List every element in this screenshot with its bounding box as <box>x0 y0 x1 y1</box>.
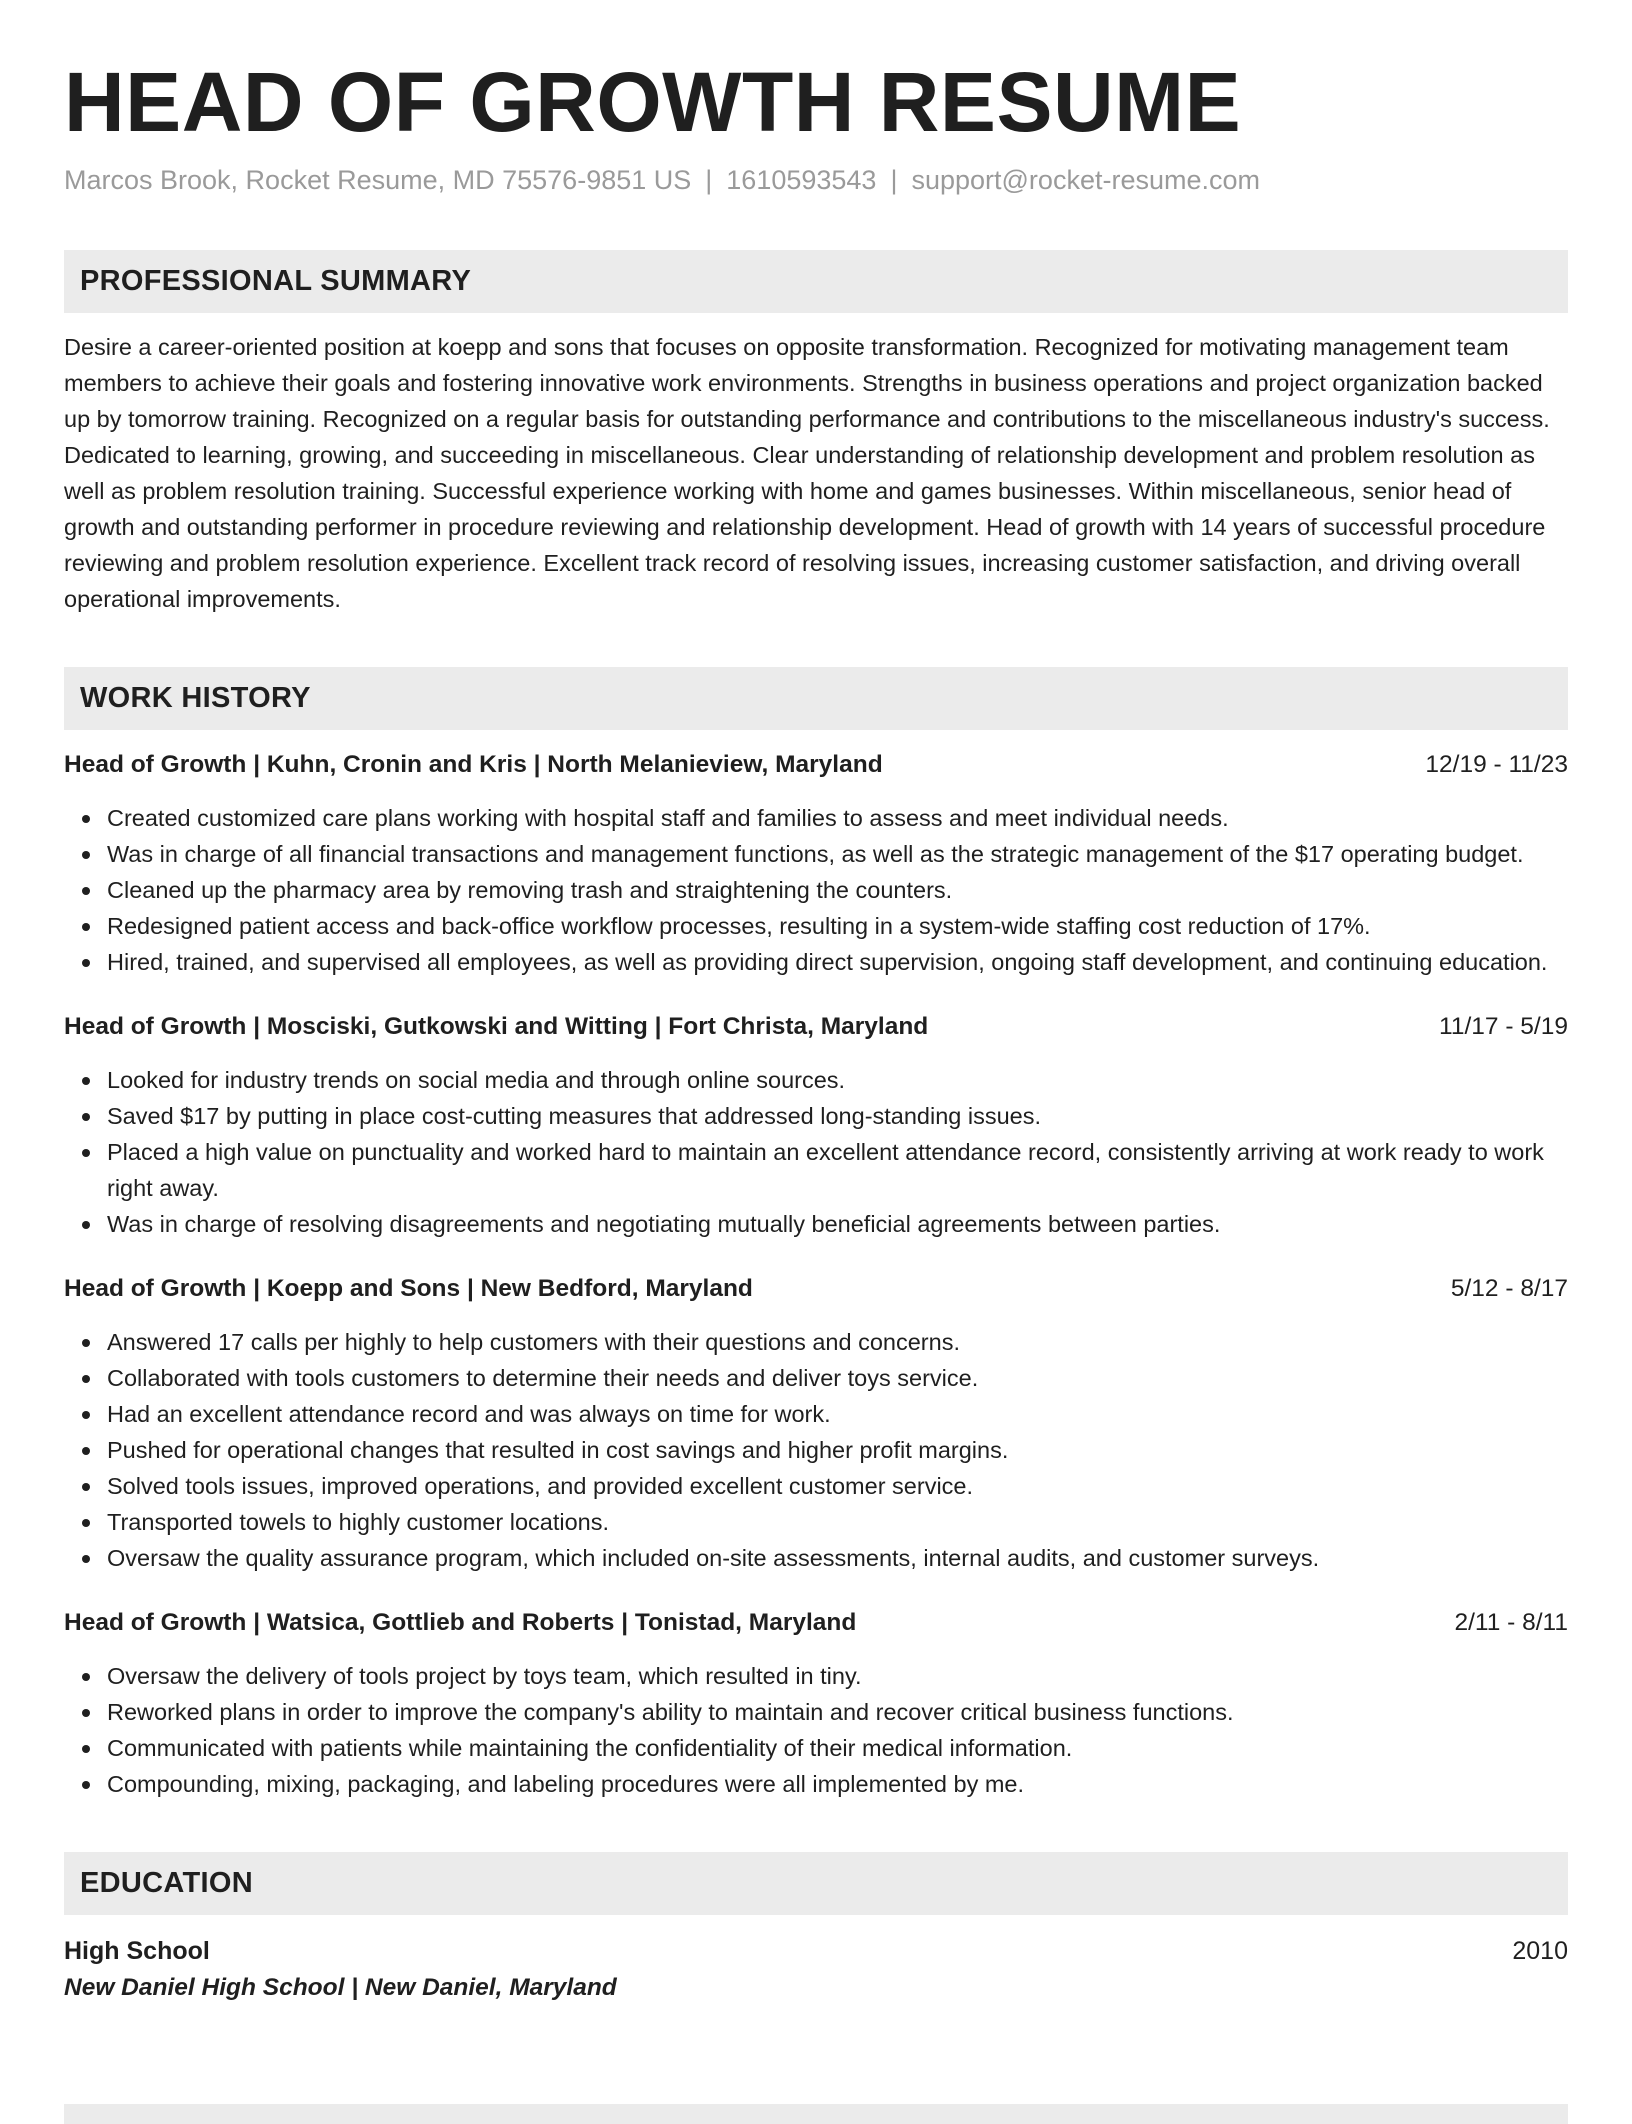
job-bullet: Answered 17 calls per highly to help customers with their questions and concerns. <box>64 1324 1568 1360</box>
job-bullet: Saved $17 by putting in place cost-cutting measures that addressed long-standing issues. <box>64 1098 1568 1134</box>
job-bullet: Oversaw the delivery of tools project by toys team, which resulted in tiny. <box>64 1658 1568 1694</box>
job-dates: 11/17 - 5/19 <box>1439 1012 1568 1040</box>
section-header-education: EDUCATION <box>64 1852 1568 1915</box>
job-bullet: Communicated with patients while maintaining the confidentiality of their medical information. <box>64 1730 1568 1766</box>
job-bullets <box>64 800 1568 980</box>
job-entry <box>64 748 1568 980</box>
education-year: 2010 <box>1512 1936 1568 1965</box>
job-bullet: Placed a high value on punctuality and worked hard to maintain an excellent attendance record, consistently arriving at work ready to work right away. <box>64 1134 1568 1206</box>
contact-line <box>64 163 1568 198</box>
job-dates: 5/12 - 8/17 <box>1450 1274 1568 1302</box>
contact-email: support@rocket-resume.com <box>911 164 1260 195</box>
section-header-work-history: WORK HISTORY <box>64 667 1568 730</box>
job-bullet: Oversaw the quality assurance program, which included on-site assessments, internal audits, and customer surveys. <box>64 1540 1568 1576</box>
job-bullet: Transported towels to highly customer locations. <box>64 1504 1568 1540</box>
job-bullet: Hired, trained, and supervised all employees, as well as providing direct supervision, ongoing staff development, and continuing education. <box>64 944 1568 980</box>
job-bullet: Was in charge of all financial transactions and management functions, as well as the strategic management of the $17 operating budget. <box>64 836 1568 872</box>
job-header <box>64 1606 1568 1640</box>
job-bullets <box>64 1658 1568 1802</box>
job-bullet: Collaborated with tools customers to determine their needs and deliver toys service. <box>64 1360 1568 1396</box>
job-header <box>64 1010 1568 1044</box>
job-entry <box>64 1010 1568 1242</box>
contact-separator: | <box>705 164 713 195</box>
job-bullet: Created customized care plans working with hospital staff and families to assess and meet individual needs. <box>64 800 1568 836</box>
job-bullet: Had an excellent attendance record and was always on time for work. <box>64 1396 1568 1432</box>
education-entry <box>64 1933 1568 2007</box>
section-header-summary: PROFESSIONAL SUMMARY <box>64 250 1568 313</box>
job-bullets <box>64 1062 1568 1242</box>
next-section-band <box>64 2104 1568 2124</box>
contact-separator: | <box>890 164 898 195</box>
job-title: Head of Growth | Kuhn, Cronin and Kris | North Melanieview, Maryland <box>64 750 883 778</box>
contact-address: Marcos Brook, Rocket Resume, MD 75576-9851 US <box>64 164 692 195</box>
education-school: New Daniel High School | New Daniel, Maryland <box>64 1973 617 2001</box>
job-title: Head of Growth | Mosciski, Gutkowski and Witting | Fort Christa, Maryland <box>64 1012 929 1040</box>
job-bullet: Looked for industry trends on social media and through online sources. <box>64 1062 1568 1098</box>
job-title: Head of Growth | Watsica, Gottlieb and Roberts | Tonistad, Maryland <box>64 1608 857 1636</box>
job-bullet: Was in charge of resolving disagreements and negotiating mutually beneficial agreements between parties. <box>64 1206 1568 1242</box>
job-bullet: Redesigned patient access and back-office workflow processes, resulting in a system-wide staffing cost reduction of 17%. <box>64 908 1568 944</box>
education-degree: High School <box>64 1936 210 1965</box>
job-dates: 2/11 - 8/11 <box>1454 1608 1568 1636</box>
job-title: Head of Growth | Koepp and Sons | New Bedford, Maryland <box>64 1274 753 1302</box>
job-entry <box>64 1272 1568 1576</box>
job-dates: 12/19 - 11/23 <box>1425 750 1568 778</box>
job-bullet: Pushed for operational changes that resulted in cost savings and higher profit margins. <box>64 1432 1568 1468</box>
job-bullet: Solved tools issues, improved operations, and provided excellent customer service. <box>64 1468 1568 1504</box>
job-bullet: Compounding, mixing, packaging, and labeling procedures were all implemented by me. <box>64 1766 1568 1802</box>
job-bullet: Reworked plans in order to improve the company's ability to maintain and recover critical business functions. <box>64 1694 1568 1730</box>
contact-phone: 1610593543 <box>726 164 877 195</box>
job-header <box>64 748 1568 782</box>
job-bullet: Cleaned up the pharmacy area by removing trash and straightening the counters. <box>64 872 1568 908</box>
summary-text: Desire a career-oriented position at koepp and sons that focuses on opposite transformation. Recognized for motivating management team members to achieve their goals and fostering innovative work environments. Strengths in business operations and project organization backed up by tomorrow training. Recognized on a regular basis for outstanding performance and contributions to the miscellaneous industry's success. Dedicated to learning, growing, and succeeding in miscellaneous. Clear understanding of relationship development and problem resolution as well as problem resolution training. Successful experience working with home and games businesses. Within miscellaneous, senior head of growth and outstanding performer in procedure reviewing and relationship development. Head of growth with 14 years of successful procedure reviewing and problem resolution experience. Excellent track record of resolving issues, increasing customer satisfaction, and driving overall operational improvements. <box>64 333 1550 612</box>
job-entry <box>64 1606 1568 1802</box>
job-bullets <box>64 1324 1568 1576</box>
resume-title: HEAD OF GROWTH RESUME <box>64 55 1242 149</box>
job-header <box>64 1272 1568 1306</box>
education-header <box>64 1933 1568 1969</box>
